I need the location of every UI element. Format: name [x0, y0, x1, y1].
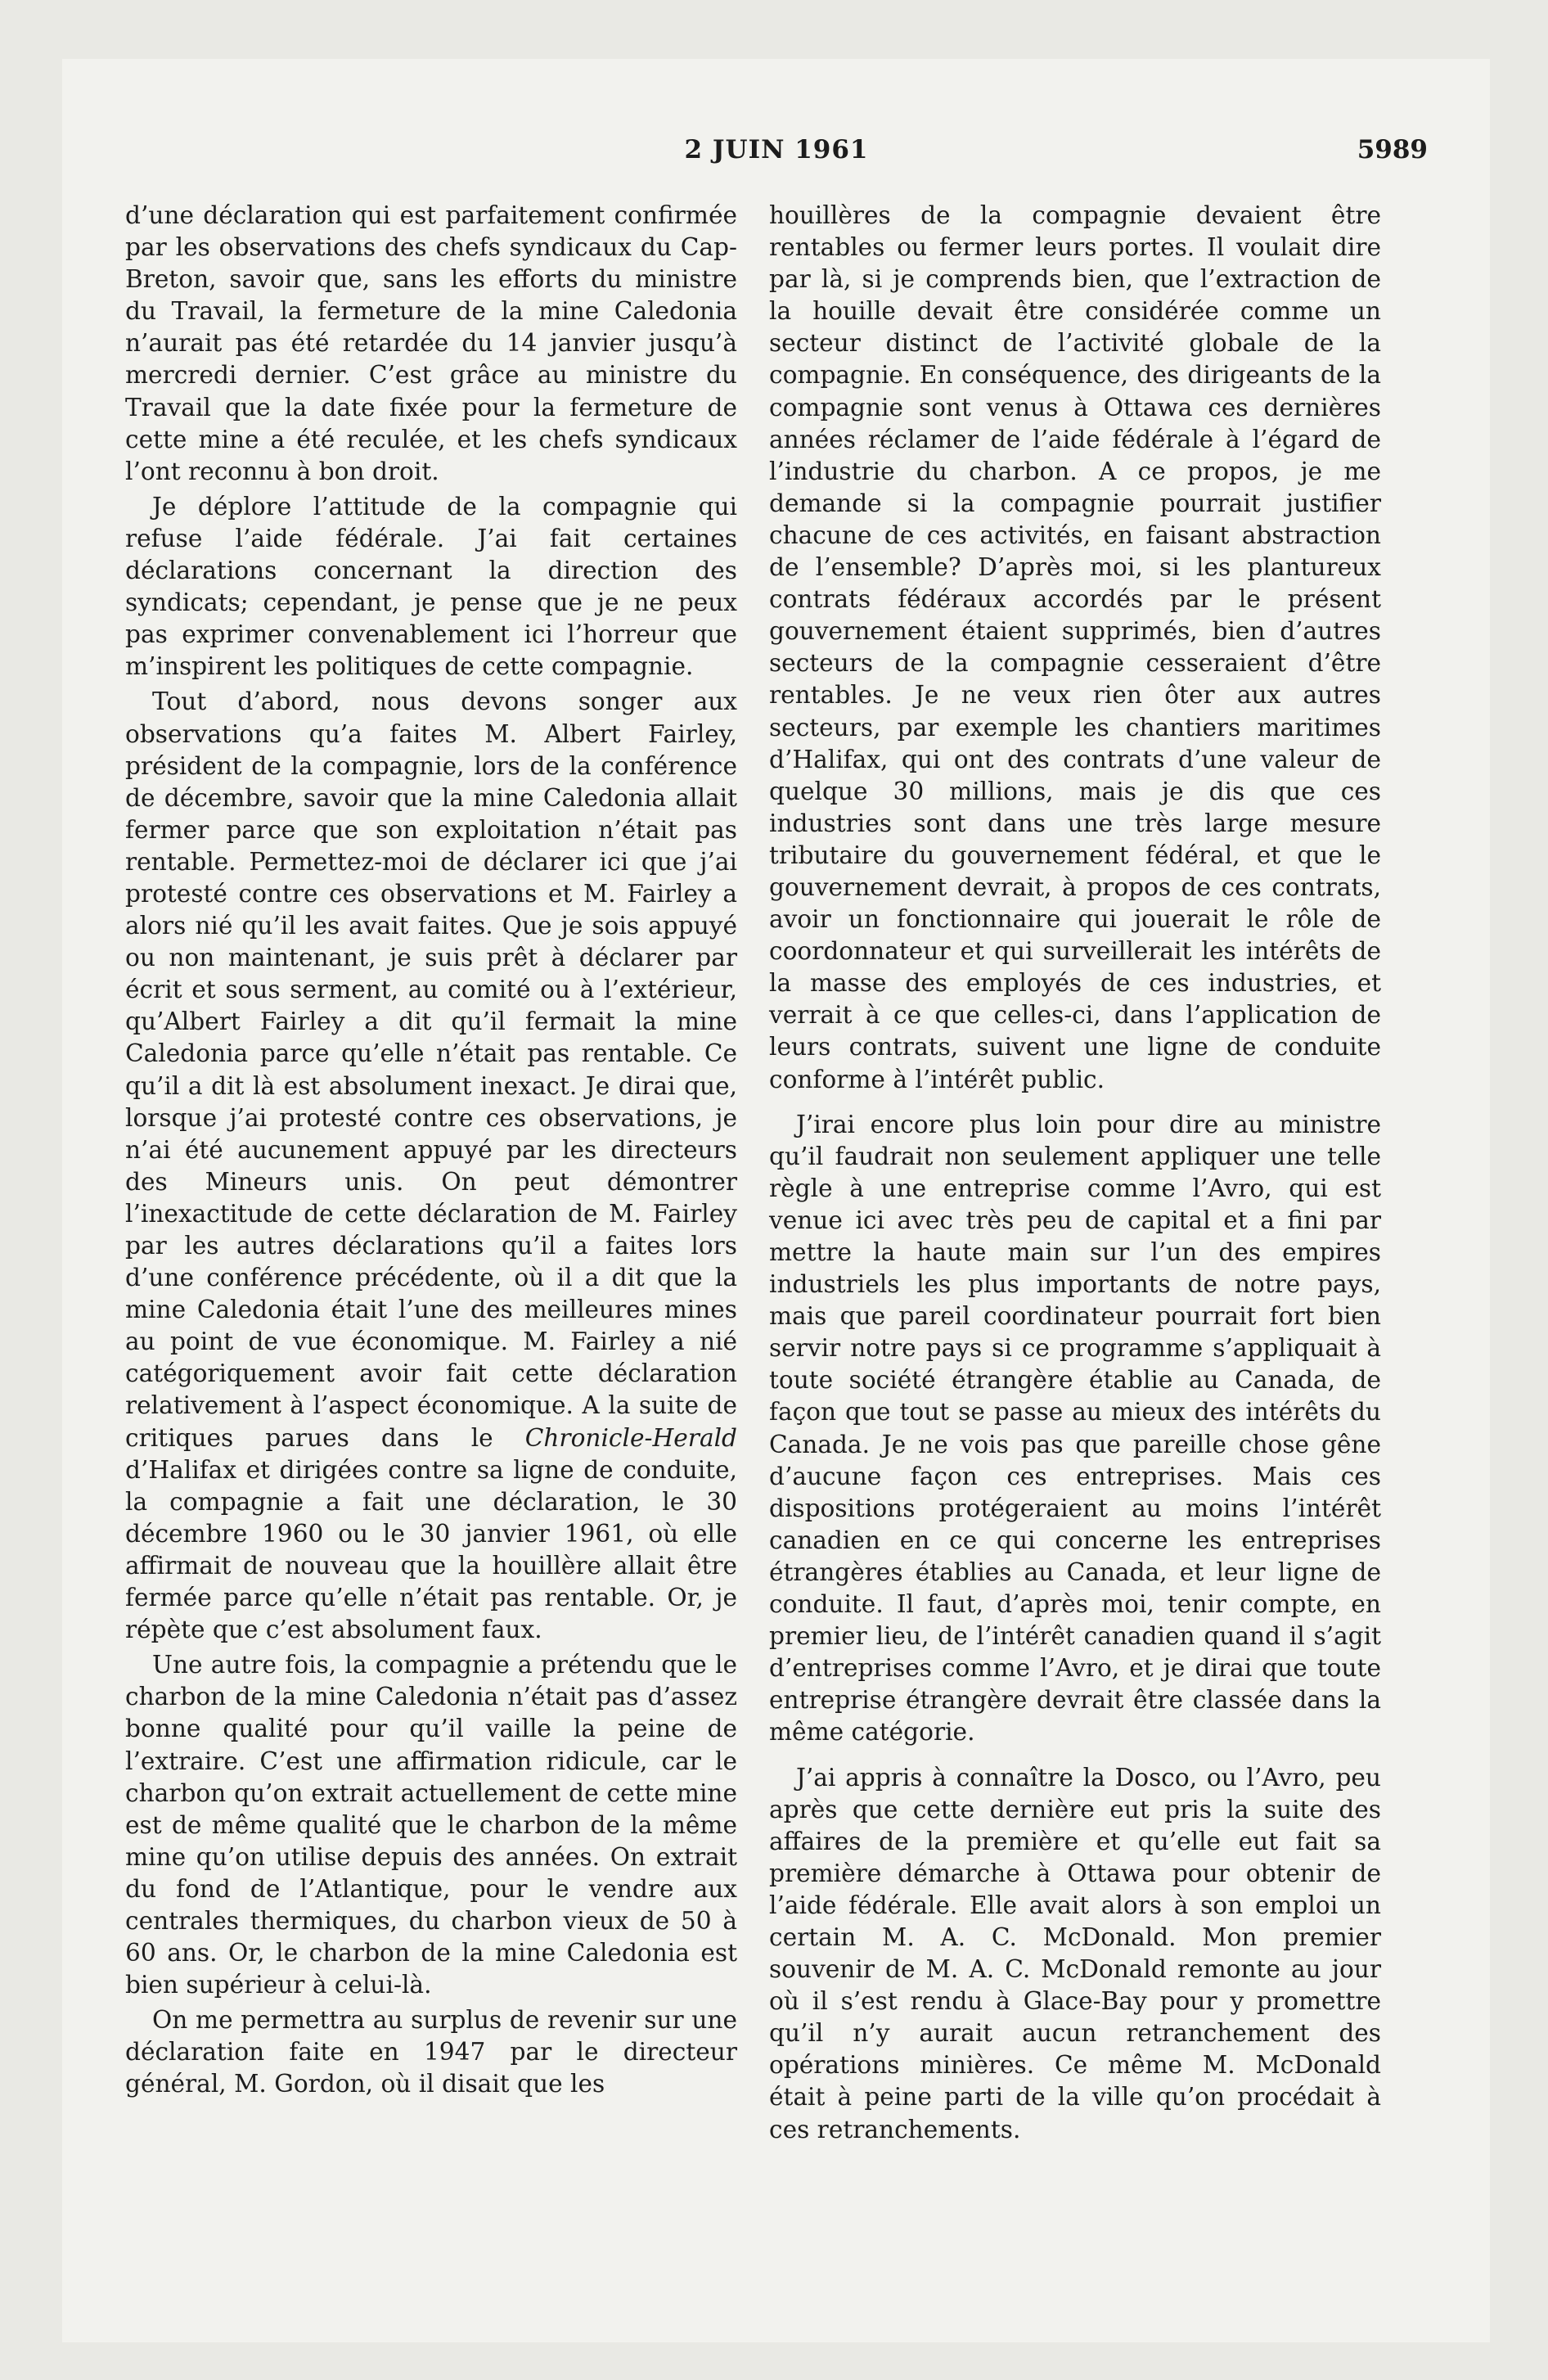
- left-column: [125, 200, 737, 2104]
- page-header: [125, 135, 1428, 176]
- paragraph: Une autre fois, la compagnie a prétendu que le charbon de la mine Caledonia n’était pas d’assez bonne qualité pour qu’il vaille la peine de l’extraire. C’est une affirmation ridicule, car le charbon qu’on extrait actuellement de cette mine est de même qualité que le charbon de la même mine qu’on utilise depuis des années. On extrait du fond de l’Atlantique, pour le vendre aux centrales thermiques, du charbon vieux de 50 à 60 ans. Or, le charbon de la mine Caledonia est bien supérieur à celui-là.: [125, 1651, 737, 1999]
- page-number: 5989: [1357, 135, 1428, 165]
- paragraph: J’ai appris à connaître la Dosco, ou l’Avro, peu après que cette dernière eut pris la suite des affaires de la première et qu’elle eut fait sa première démarche à Ottawa pour obtenir de l’aide fédérale. Elle avait alors à son emploi un certain M. A. C. McDonald. Mon premier souvenir de M. A. C. McDonald remonte au jour où il s’est rendu à Glace-Bay pour y promettre qu’il n’y aurait aucun retranchement des opérations minières. Ce même M. McDonald était à peine parti de la ville qu’on procédait à ces retranchements.: [769, 1763, 1381, 2143]
- paragraph: On me permettra au surplus de revenir sur une déclaration faite en 1947 par le directeur général, M. Gordon, où il disait que les: [125, 2006, 737, 2098]
- paragraph: J’irai encore plus loin pour dire au ministre qu’il faudrait non seulement appliquer une telle règle à une entreprise comme l’Avro, qui est venue ici avec très peu de capital et a fini par mettre la haute main sur l’un des empires industriels les plus importants de notre pays, mais que pareil coordinateur pourrait fort bien servir notre pays si ce programme s’appliquait à toute société étrangère établie au Canada, de façon que tout se passe au mieux des intérêts du Canada. Je ne vois pas que pareille chose gêne d’aucune façon ces entreprises. Mais ces dispositions protégeraient au moins l’intérêt canadien en ce qui concerne les entreprises étrangères établies au Canada, et leur ligne de conduite. Il faut, d’après moi, tenir compte, en premier lieu, de l’intérêt canadien quand il s’agit d’entreprises comme l’Avro, et je dirai que toute entreprise étrangère devrait être classée dans la même catégorie.: [769, 1110, 1381, 1747]
- paragraph-text: Tout d’abord, nous devons songer aux observations qu’a faites M. Albert Fairley, président de la compagnie, lors de la conférence de décembre, savoir que la mine Caledonia allait fermer parce que son exploitation n’était pas rentable. Permettez-moi de déclarer ici que j’ai protesté contre ces observations et M. Fairley a alors nié qu’il les avait faites. Que je sois appuyé ou non maintenant, je suis prêt à déclarer par écrit et sous serment, au comité ou à l’extérieur, qu’Albert Fairley a dit qu’il fermait la mine Caledonia parce qu’elle n’était pas rentable. Ce qu’il a dit là est absolument inexact. Je dirai que, lorsque j’ai protesté contre ces observations, je n’ai été aucunement appuyé par les directeurs des Mineurs unis. On peut démontrer l’inexactitude de cette déclaration de M. Fairley par les autres déclarations qu’il a faites lors d’une conférence précédente, où il a dit que la mine Caledonia était l’une des meilleures mines au point de vue économique. M. Fairley a nié catégoriquement avoir fait cette déclaration relativement à l’aspect économique. A la suite de critiques parues dans le: [125, 687, 737, 1452]
- right-column: [769, 200, 1381, 2149]
- page-date: 2 JUIN 1961: [684, 135, 869, 165]
- paragraph: [125, 686, 737, 1646]
- paragraph: Je déplore l’attitude de la compagnie qui refuse l’aide fédérale. J’ai fait certaines déclarations concernant la direction des syndicats; cependant, je pense que je ne peux pas exprimer convenablement ici l’horreur que m’inspirent les politiques de cette compagnie.: [125, 492, 737, 681]
- paragraph-text: d’Halifax et dirigées contre sa ligne de conduite, la compagnie a fait une déclaration, le 30 décembre 1960 ou le 30 janvier 1961, où elle affirmait de nouveau que la houillère allait être fermée parce qu’elle n’était pas rentable. Or, je répète que c’est absolument faux.: [125, 1455, 737, 1644]
- paragraph: houillères de la compagnie devaient être rentables ou fermer leurs portes. Il voulait dire par là, si je comprends bien, que l’extraction de la houille devait être considérée comme un secteur distinct de l’activité globale de la compagnie. En conséquence, des dirigeants de la compagnie sont venus à Ottawa ces dernières années réclamer de l’aide fédérale à l’égard de l’industrie du charbon. A ce propos, je me demande si la compagnie pourrait justifier chacune de ces activités, en faisant abstraction de l’ensemble? D’après moi, si les plantureux contrats fédéraux accordés par le présent gouvernement étaient supprimés, bien d’autres secteurs de la compagnie cesseraient d’être rentables. Je ne veux rien ôter aux autres secteurs, par exemple les chantiers maritimes d’Halifax, qui ont des contrats d’une valeur de quelque 30 millions, mais je dis que ces industries sont dans une très large mesure tributaire du gouvernement fédéral, et que le gouvernement devrait, à propos de ces contrats, avoir un fonctionnaire qui jouerait le rôle de coordonnateur et qui surveillerait les intérêts de la masse des employés de ces industries, et verrait à ce que celles-ci, dans l’application de leurs contrats, suivent une ligne de conduite conforme à l’intérêt public.: [769, 201, 1381, 1093]
- newspaper-title: Chronicle-Herald: [524, 1423, 737, 1452]
- paragraph: d’une déclaration qui est parfaitement confirmée par les observations des chefs syndicaux du Cap-Breton, savoir que, sans les efforts du ministre du Travail, la fermeture de la mine Caledonia n’aurait pas été retardée du 14 janvier jusqu’à mercredi dernier. C’est grâce au ministre du Travail que la date fixée pour la fermeture de cette mine a été reculée, et les chefs syndicaux l’ont reconnu à bon droit.: [125, 201, 737, 485]
